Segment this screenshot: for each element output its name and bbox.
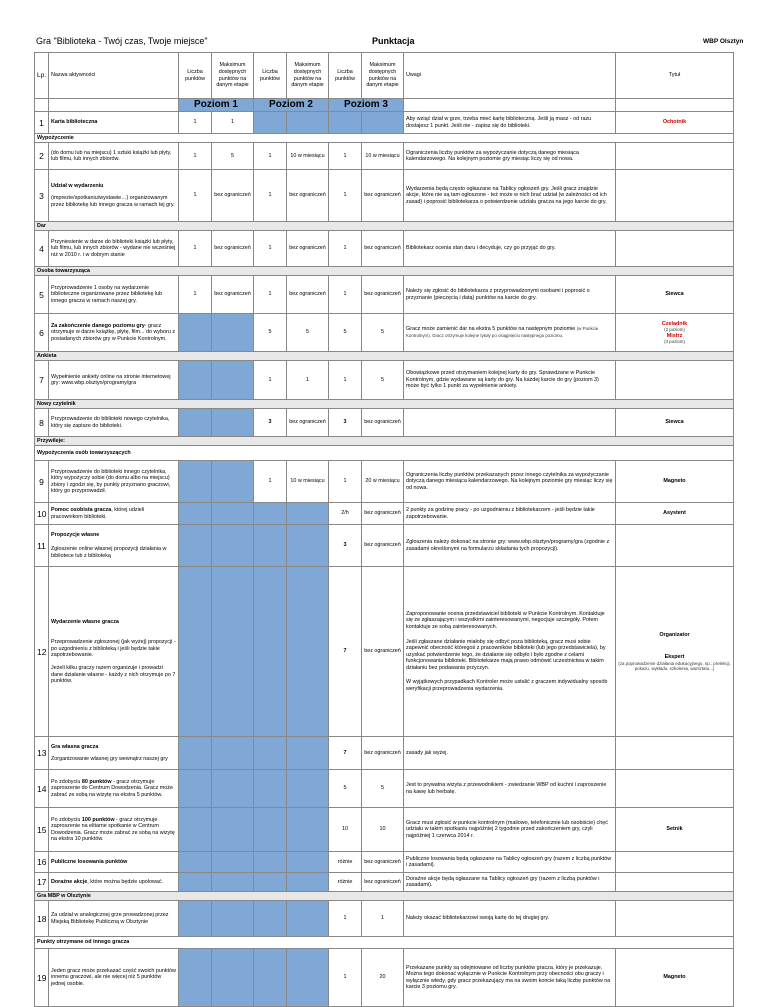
section-row: Wypożyczenia osób towarzyszących [35,446,734,461]
title-siewca: Siewca [616,276,734,314]
organization-label: WBP Olsztyn [703,38,744,45]
document-title: Gra "Biblioteka - Twój czas, Twoje miejsce" [36,36,208,46]
level-row [35,99,734,112]
table-row: 1 Karta biblioteczna 1 1 Aby wziąć dział w grze, trzeba mieć kartę biblioteczną. Jeśli ją masz - od razu dostajesz 1 punkt. Jeśli nie - zapisz się do biblioteki. Ochotnik [35,112,734,134]
section-row: Punkty otrzymane od innego gracza [35,937,734,949]
table-row: 12 Wydarzenie własne gracza Przeprowadzenie zgłoszonej (jak wyżej) propozycji - po uzgodnieniu z biblioteką i jeśli będzie takie zapotrzebowanie. Jeżeli kilku graczy razem organizuje i prowadzi dane działanie własne - każdy z nich otrzymuje po 7 punktów. 7 bez ograniczeń Zaproponowanie ocenia przedstawiciel biblioteki w Punkcie Kontrolnym. Kontaktuje się ze zgłaszającym i wszystkimi zainteresowanymi, negocjuje szczegóły. Potem kontaktuje ze sobą zainteresowanych. Jeśli zgłaszane działanie miałoby się odbyć poza biblioteką, gracz musi sobie zapewnić obecność któregoś z pracowników biblioteki (lub jego przedstawiciela), by uzyskać potwierdzenie tego, że działanie się odbyło i było zgodne z celami funkcjonowania biblioteki. Bibliotekarze mają prawo odmówić uczestnictwa w takim działaniu bez podawania przyczyn. W wyjątkowych przypadkach Kontroler może ustalić z graczem indywidualny sposób weryfikacji przeprowadzenia wydarzenia. Organizator Ekspert (za poprowadzenie działania edukacyjnego, np.: prelekcji, pokazu, wykładu, szkolenia, warsztatu...) [35,567,734,737]
table-row: 8 Przyprowadzenie do biblioteki nowego czytelnika, który się zapisze do biblioteki. 3 bez ograniczeń 3 bez ograniczeń Siewca [35,409,734,437]
table-row: 6 Za zakończenie danego poziomu gry- gracz otrzymuje w darze książkę, płytę, film... do wyboru z posiadanych zbiorów gry w Punkcie Kontrolnym. 5 5 5 5 Gracz może zamienić dar na ekstra 5 punktów na następnym poziomie (w Punkcie Kontrolnym). Gracz otrzymuje kolejne tytuły po osiągnięciu następnego poziomu. Czeladnik (2 poziom) Mistrz (3 poziom) [35,314,734,352]
title-siewca: Siewca [616,409,734,437]
section-title: Punktacja [372,36,415,46]
col-l2: Liczba punktów [254,53,287,99]
col-title: Tytuł [616,53,734,99]
col-notes: Uwagi [404,53,616,99]
title-czeladnik: Czeladnik [661,320,688,327]
title-asystent: Asystent [616,503,734,525]
section-row: Przywileje: [35,437,734,446]
col-m3: Maksimum dostępnych punktów na danym etapie [362,53,404,99]
table-row: 17 Doraźne akcje, które można będzie upolować. różnie bez ograniczeń Doraźne akcje będą ogłaszane na Tablicy ogłoszeń gry (razem z liczbą punktów i zasadami). [35,873,734,892]
title-setnik: Setnik [616,808,734,852]
level-2: Poziom 2 [254,99,329,112]
table-row: 7 Wypełnienie ankiety online na stronie internetowej gry: www.wbp.olsztyn/programy/gra 1 1 1 5 Obowiązkowe przed otrzymaniem kolejnej karty do gry. Sprawdzane w Punkcie Kontrolnym, gdzie wydawane są karty do gry. Na każdej karcie do gry (poziom 3) może być tylko 1 punkt za wypełnienie ankiety. [35,361,734,400]
table-row: 5 Przyprowadzenie 1 osoby na wydarzenie biblioteczne organizowane przez bibliotekę lub innego gracza w ramach naszej gry. 1 bez ograniczeń 1 bez ograniczeń 1 bez ograniczeń Należy się zgłosić do bibliotekarza z przyprowadzonymi osobami i poprosić o przyznanie (pieczęcią i datą) punktów na karcie do gry. Siewca [35,276,734,314]
table-row: 13 Gra własna gracza Zorganizowanie własnej gry wewnątrz naszej gry 7 bez ograniczeń zasady jak wyżej. [35,737,734,770]
col-m1: Maksimum dostępnych punktów na danym etapie [212,53,254,99]
points-table [34,52,734,1007]
table-row: 2 (do domu lub na miejscu) 1 sztuki książki lub płyty, lub filmu, lub innych zbiorów. 1 5 1 10 w miesiącu 1 10 w miesiącu Ograniczenia liczby punktów za wypożyczanie dotyczą danego miesiąca kalendarzowego. Na kolejnym poziomie gry miesiąc liczy się od nowa. [35,143,734,170]
title-magneto: Magneto [616,949,734,1007]
section-row: Osoba towarzysząca [35,267,734,276]
table-row: 16 Publiczne losowania punktów różnie bez ograniczeń Publiczne losowania będą ogłaszane na Tablicy ogłoszeń gry (razem z liczbą punktów i zasadami). [35,852,734,873]
level-3: Poziom 3 [329,99,404,112]
table-row: 9 Przyprowadzenie do biblioteki innego czytelnika, który wypożyczy sobie (do domu albo na miejscu) zbiory i zgodzi się, by punkty przyznano graczowi, który go przyprowadził. 1 10 w miesiącu 1 20 w miesiącu Ograniczenia liczby punktów przekazanych przez innego czytelnika za wypożyczanie dotyczą danego miesiąca kalendarzowego. Na kolejnym poziomie gry miesiąc liczy się od nowa. Magneto [35,461,734,503]
section-row: Wypożyczenie [35,134,734,143]
col-l1: Liczba punktów [179,53,212,99]
table-row: 15 Po zdobyciu 100 punktów - gracz otrzymuje zaproszenie na elitarne spotkanie w Centrum Dowodzenia. Gracz może zabrać ze sobą na wizytę na ekstra 10 punktów. 10 10 Gracz musi zgłosić w punkcie kontrolnym (mailowo, telefonicznie lub osobiście) chęć udziału w takim spotkaniu najpóźniej 2 tygodnie przed zakończeniem gry, czyli najpóźniej 1 czerwca 2014 r. Setnik [35,808,734,852]
table-row: 18 Za udział w analogicznej grze prowadzonej przez Miejską Bibliotekę Publiczną w Olsztynie 1 1 Należy okazać bibliotekarzowi swoją kartę do tej drugiej gry. [35,901,734,937]
table-row: 3 Udział w wydarzeniu (imprezie/spotkaniu/wystawie…) organizowanym przez bibliotekę lub innego gracza w ramach tej gry. 1 bez ograniczeń 1 bez ograniczeń 1 bez ograniczeń Wydarzenia będą często ogłaszane na Tablicy ogłoszeń gry. Jeśli gracz znajdzie akcje, które nie są tam ogłoszone - też może w nich brać udział (w zależności od ich zasad) i poprosić bibliotekarza o potwierdzenie udziału gracza na jego karcie do gry. [35,170,734,222]
column-header-row [35,53,734,99]
title-ochotnik: Ochotnik [616,112,734,134]
table-row: 14 Po zdobyciu 80 punktów - gracz otrzymuje zaproszenie do Centrum Dowodzenia. Gracz może zabrać ze sobą na wizytę na ekstra 5 punktów. 5 5 Jest to prywatna wizyta z przewodnikiem - zwiedzanie WBP od kuchni i zaproszenie na kawę lub herbatę. [35,770,734,808]
section-row: Gra MBP w Olsztynie [35,892,734,901]
section-row: Nowy czytelnik [35,400,734,409]
section-row: Dar [35,222,734,231]
title-mistrz: Mistrz [666,332,683,339]
level-1: Poziom 1 [179,99,254,112]
title-magneto: Magneto [616,461,734,503]
section-row: Ankieta [35,352,734,361]
title-ekspert: Ekspert [664,654,685,661]
col-m2: Maksimum dostępnych punktów na danym etapie [287,53,329,99]
title-organizator: Organizator [659,631,690,638]
col-name: Nazwa aktywności [49,53,179,99]
table-row: 10 Pomoc osobista gracza, której udzieli pracownikom biblioteki. 2/h bez ograniczeń 2 punkty za godzinę pracy - po uzgodnieniu z bibliotekarzem - jeśli będzie takie zapotrzebowanie. Asystent [35,503,734,525]
table-row: 19 Jeden gracz może przekazać część swoich punktów innemu graczowi, ale nie więcej niż 5 punktów jednej osobie. 1 20 Przekazane punkty są odejmowane od liczby punktów gracza, który je przekazuje. Można tego dokonać wyłącznie w Punkcie Kontrolnym przy obecności obu graczy i wyłącznie wtedy, gdy gracz przekazujący ma na swoim koncie taką liczbę punktów na karcie 3 poziomu gry. Magneto [35,949,734,1007]
table-row: 11 Propozycje własne Zgłoszenie online własnej propozycji działania w bibliotece lub z biblioteką 3 bez ograniczeń Zgłoszenia należy dokonać na stronie gry: www.wbp.olsztyn/programy/gra (zgodnie z zasadami określonymi na formularzu składania tych propozycji). [35,525,734,567]
col-lp: Lp. [35,53,49,99]
table-row: 4 Przyniesienie w darze do biblioteki książki lub płyty, lub filmu, lub innych zbiorów - wydane nie wcześniej niż w 2010 r. i w dobrym stanie 1 bez ograniczeń 1 bez ograniczeń 1 bez ograniczeń Bibliotekarz ocenia stan daru i decyduje, czy go przyjąć do gry. [35,231,734,267]
col-l3: Liczba punktów [329,53,362,99]
